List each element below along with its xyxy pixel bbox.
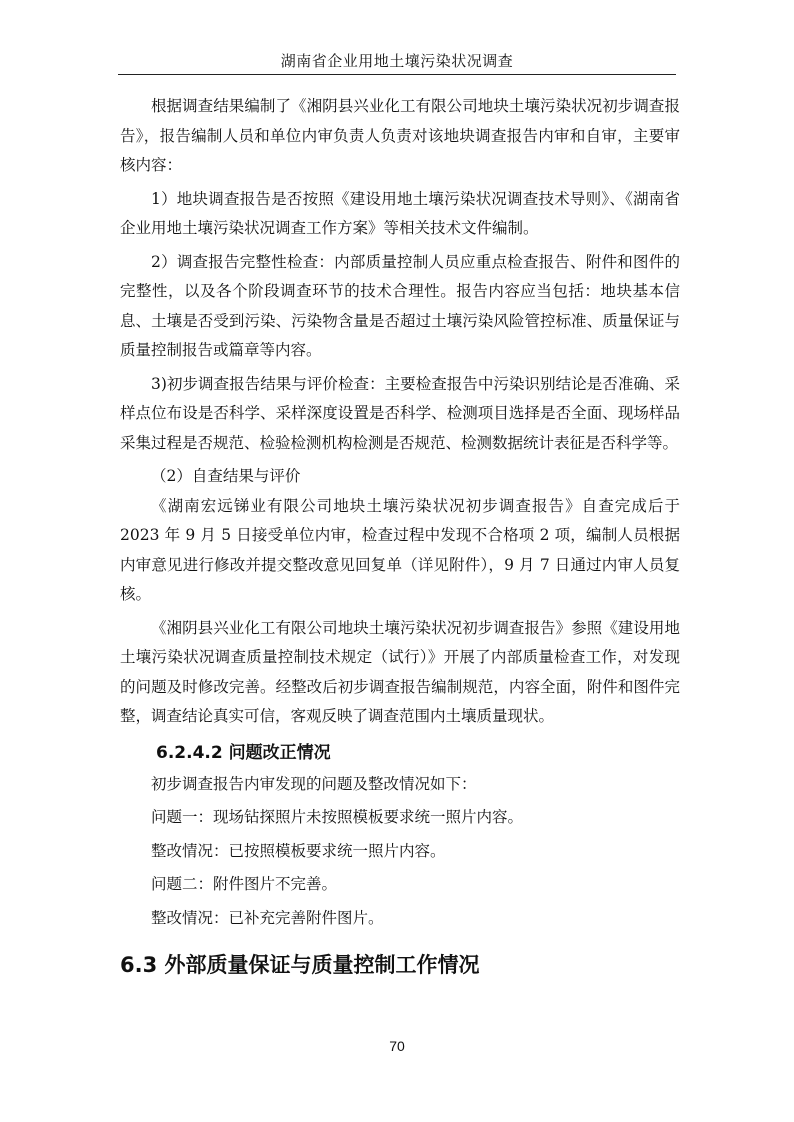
paragraph-report-review: 根据调查结果编制了《湘阴县兴业化工有限公司地块土壤污染状况初步调查报告》，报告编制人员和单位内审负责人负责对该地块调查报告内审和自审，主要审核内容： bbox=[120, 97, 680, 174]
subsection-self-check: （2）自查结果与评价 bbox=[151, 467, 301, 485]
problem-item: 问题二：附件图片不完善。 bbox=[151, 875, 338, 893]
page-body bbox=[120, 92, 680, 983]
paragraph-item-1: 1）地块调查报告是否按照《建设用地土壤污染状况调查技术导则》、《湖南省企业用地土壤污染状况调查工作方案》等相关技术文件编制。 bbox=[120, 189, 680, 237]
header-rule bbox=[118, 74, 676, 75]
paragraph-item-3: 3)初步调查报告结果与评价检查：主要检查报告中污染识别结论是否准确、采样点位布设是否科学、采样深度设置是否科学、检测项目选择是否全面、现场样品采集过程是否规范、检验检测机构检测是否规范、检测数据统计表征是否科学等。 bbox=[120, 374, 680, 452]
paragraph-item-2: 2）调查报告完整性检查：内部质量控制人员应重点检查报告、附件和图件的完整性，以及各个阶段调查环节的技术合理性。报告内容应当包括：地块基本信息、土壤是否受到污染、污染物含量是否超过土壤污染风险管控标准、质量保证与质量控制报告或篇章等内容。 bbox=[120, 252, 680, 359]
paragraph-internal-quality-check: 《湘阴县兴业化工有限公司地块土壤污染状况初步调查报告》参照《建设用地土壤污染状况调查质量控制技术规定（试行）》开展了内部质量检查工作，对发现的问题及时修改完善。经整改后初步调查报告编制规范，内容全面，附件和图件完整，调查结论真实可信，客观反映了调查范围内土壤质量现状。 bbox=[120, 618, 680, 725]
paragraph-self-check-result: 《湖南宏远锑业有限公司地块土壤污染状况初步调查报告》自查完成后于 2023 年 9 月 5 日接受单位内审，检查过程中发现不合格项 2 项，编制人员根据内审意见进行修改并提交整改意见回复单（详见附件），9 月 7 日通过内审人员复核。 bbox=[120, 496, 680, 603]
correction-item: 整改情况：已补充完善附件图片。 bbox=[151, 908, 384, 927]
section-heading-6-2-4-2: 6.2.4.2 问题改正情况 bbox=[156, 742, 331, 763]
section-heading-6-3: 6.3 外部质量保证与质量控制工作情况 bbox=[120, 953, 480, 977]
correction-item: 整改情况：已按照模板要求统一照片内容。 bbox=[151, 841, 446, 860]
problem-intro: 初步调查报告内审发现的问题及整改情况如下： bbox=[151, 774, 477, 793]
page-number: 70 bbox=[389, 1038, 405, 1054]
running-header: 湖南省企业用地土壤污染状况调查 bbox=[280, 52, 514, 70]
problem-item: 问题一：现场钻探照片未按照模板要求统一照片内容。 bbox=[151, 808, 524, 826]
